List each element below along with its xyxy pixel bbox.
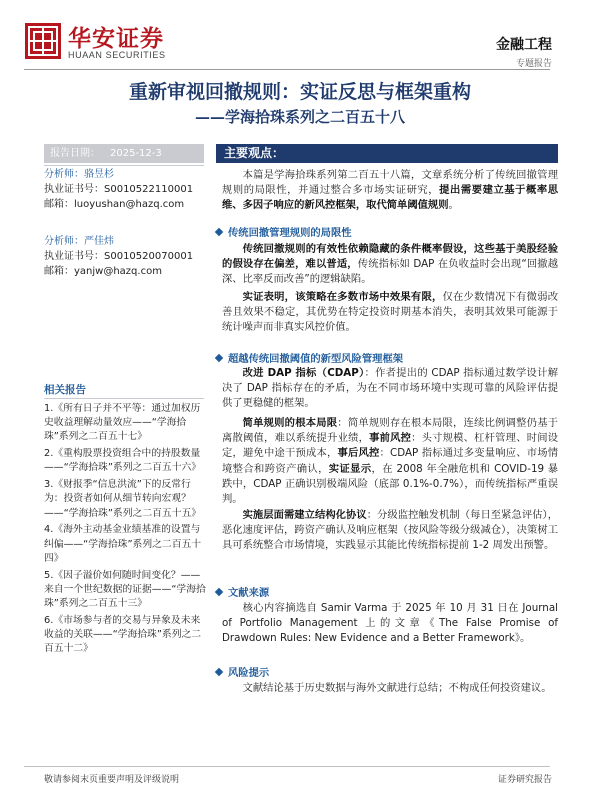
rules-emphasis: 简单规则的根本局限 [242, 417, 338, 429]
analyst-email: 邮箱：yanjw@hazq.com [44, 266, 162, 277]
related-reports-divider [44, 398, 204, 399]
report-title: 重新审视回撤规则：实证反思与框架重构 [128, 81, 471, 103]
footer-report-type: 证券研究报告 [497, 775, 552, 785]
intro-end: 。 [448, 199, 459, 212]
huaan-logo-icon [24, 22, 62, 60]
section-heading-source [216, 584, 558, 599]
implementation-paragraph [222, 508, 558, 554]
report-date-value: 2025-12-3 [110, 148, 162, 159]
limitations-emphasis: 传统回撤规则的有效性依赖隐藏的条件概率假设，这些基于美股经验的假设存在偏差，难以普适， [222, 243, 558, 271]
diamond-bullet-icon [215, 668, 223, 676]
rules-text: ：简单规则存在根本局限，连续比例调整仍基于离散阈值，难以系统提升业绩， [222, 417, 559, 445]
diamond-bullet-icon [215, 588, 223, 596]
related-report-item[interactable]: 5.《因子溢价如何随时间变化？——来自一个世纪数据的证据——“学海拾珠”系列之二百五十三》 [44, 569, 206, 610]
related-report-item[interactable]: 3.《财报季“信息洪流”下的反常行为：投资者如何从细节转向宏观？——“学海拾珠”系列之二百五十五》 [44, 479, 202, 519]
analyst-email: 邮箱：luoyushan@hazq.com [44, 199, 185, 210]
rules-paragraph [222, 416, 558, 507]
evidence-emphasis: 实证显示 [328, 462, 372, 475]
limitations-paragraph [222, 242, 558, 288]
implementation-text: ：分级监控触发机制（每日至紧急评估），恶化速度评估，跨资产确认及响应框架（按风险等级分级减仓），决策树工具可系统整合市场情境，实践显示其能比传统指标提前 1-2 周发出预警。 [222, 509, 558, 552]
intro-text: 本篇是学海拾珠系列第二百五十八篇，文章系统分析了传统回撤管理规则的局限性，并通过整合多市场实证研究， [222, 169, 558, 197]
cdap-paragraph [222, 366, 558, 412]
related-report-item[interactable]: 6.《市场参与者的交易与异象及未来收益的关联——“学海拾珠”系列之二百五十二》 [44, 614, 202, 655]
evidence-paragraph [222, 290, 558, 336]
report-subtitle: ——学海拾珠系列之二百五十八 [194, 108, 405, 126]
footer-divider [24, 766, 550, 767]
section-title: 传统回撤管理规则的局限性 [228, 227, 352, 239]
department-label: 金融工程 [496, 37, 552, 53]
analyst-card [44, 235, 204, 279]
intro-paragraph [222, 168, 558, 214]
analyst-card [44, 168, 204, 212]
logo-chinese-name: 华安证券 [68, 25, 164, 52]
diamond-bullet-icon [215, 354, 223, 362]
report-type-label: 专题报告 [515, 59, 552, 69]
key-points-heading: 主要观点： [216, 144, 558, 163]
sidebar-divider [44, 165, 204, 166]
implementation-emphasis: 实施层面需建立结构化协议 [242, 509, 367, 521]
section-heading-framework [216, 350, 558, 365]
evidence-emphasis: 实证表明，该策略在多数市场中效果有限， [242, 291, 443, 303]
ex-post-text: ：CDAP 指标通过多变量响应、市场情境整合和跨资产确认， [222, 447, 559, 475]
intro-emphasis: 提出需要建立基于概率思维、多因子响应的新风控框架，取代简单阈值规则 [222, 184, 559, 212]
related-reports-title: 相关报告 [44, 384, 86, 396]
evidence-text: ，在 2008 年全融危机和 COVID-19 暴跌中，CDAP 正确识别极端风险（底部 0.1%-0.7%），而传统指标严重误判。 [222, 462, 559, 506]
section-title: 文献来源 [228, 587, 270, 599]
analyst-cert: 执业证书号：S0010520070001 [44, 251, 194, 262]
analyst-name: 分析师：骆昱杉 [44, 169, 114, 180]
related-report-item[interactable]: 1.《所有日子并不平等：通过加权历史收益理解动量效应——“学海拾珠”系列之二百五十七》 [44, 403, 201, 443]
ex-ante-text: ：头寸规模、杠杆管理、时间设定，避免中途干预成本， [222, 432, 559, 460]
section-heading-limitations [216, 224, 558, 239]
related-reports-list [44, 402, 206, 659]
source-paragraph: 核心内容摘选自 Samir Varma 于 2025 年 10 月 31 日在 Journal of Portfolio Management 上的文章《The False Promise of Drawdown Rules: New Evidence and a Better Framework》。 [222, 602, 558, 645]
logo-english-name: HUAAN SECURITIES [68, 50, 166, 60]
report-date-label: 报告日期： [50, 148, 100, 159]
section-heading-risk [216, 664, 558, 679]
cdap-emphasis: 改进 DAP 指标（CDAP） [242, 367, 365, 379]
risk-paragraph: 文献结论基于历史数据与海外文献进行总结；不构成任何投资建议。 [242, 682, 552, 694]
diamond-bullet-icon [215, 228, 223, 236]
related-report-item[interactable]: 2.《重构股票投资组合中的持股数量——“学海拾珠”系列之二百五十六》 [44, 448, 202, 474]
evidence-text: 仅在少数情况下有微弱改善且效果不稳定，其优势在特定投资时期基本消失，表明其效果可能源于统计噪声而非真实风控价值。 [222, 291, 559, 334]
report-header [0, 0, 600, 76]
analyst-cert: 执业证书号：S0010522110001 [44, 184, 194, 195]
related-report-item[interactable]: 4.《海外主动基金业绩基准的设置与纠偏——“学海拾珠”系列之二百五十四》 [44, 524, 202, 564]
analyst-name: 分析师：严佳炜 [44, 236, 114, 247]
footer-disclaimer[interactable]: 敬请参阅末页重要声明及评级说明 [44, 775, 180, 785]
section-title: 超越传统回撤阈值的新型风险管理框架 [228, 353, 404, 365]
limitations-text: 传统指标如 DAP 在负收益时会出现“回撤越深、比率反而改善”的逻辑缺陷。 [222, 258, 558, 286]
header-divider [24, 69, 550, 70]
ex-post-emphasis: 事后风控 [337, 447, 380, 460]
ex-ante-emphasis: 事前风控 [369, 432, 412, 445]
section-title: 风险提示 [228, 667, 270, 679]
report-date-bar [44, 144, 204, 163]
cdap-text: ：作者提出的 CDAP 指标通过数学设计解决了 DAP 指标存在的矛盾，为在不同市场环境中实现可靠的风险评估提供了更稳健的框架。 [222, 367, 558, 410]
